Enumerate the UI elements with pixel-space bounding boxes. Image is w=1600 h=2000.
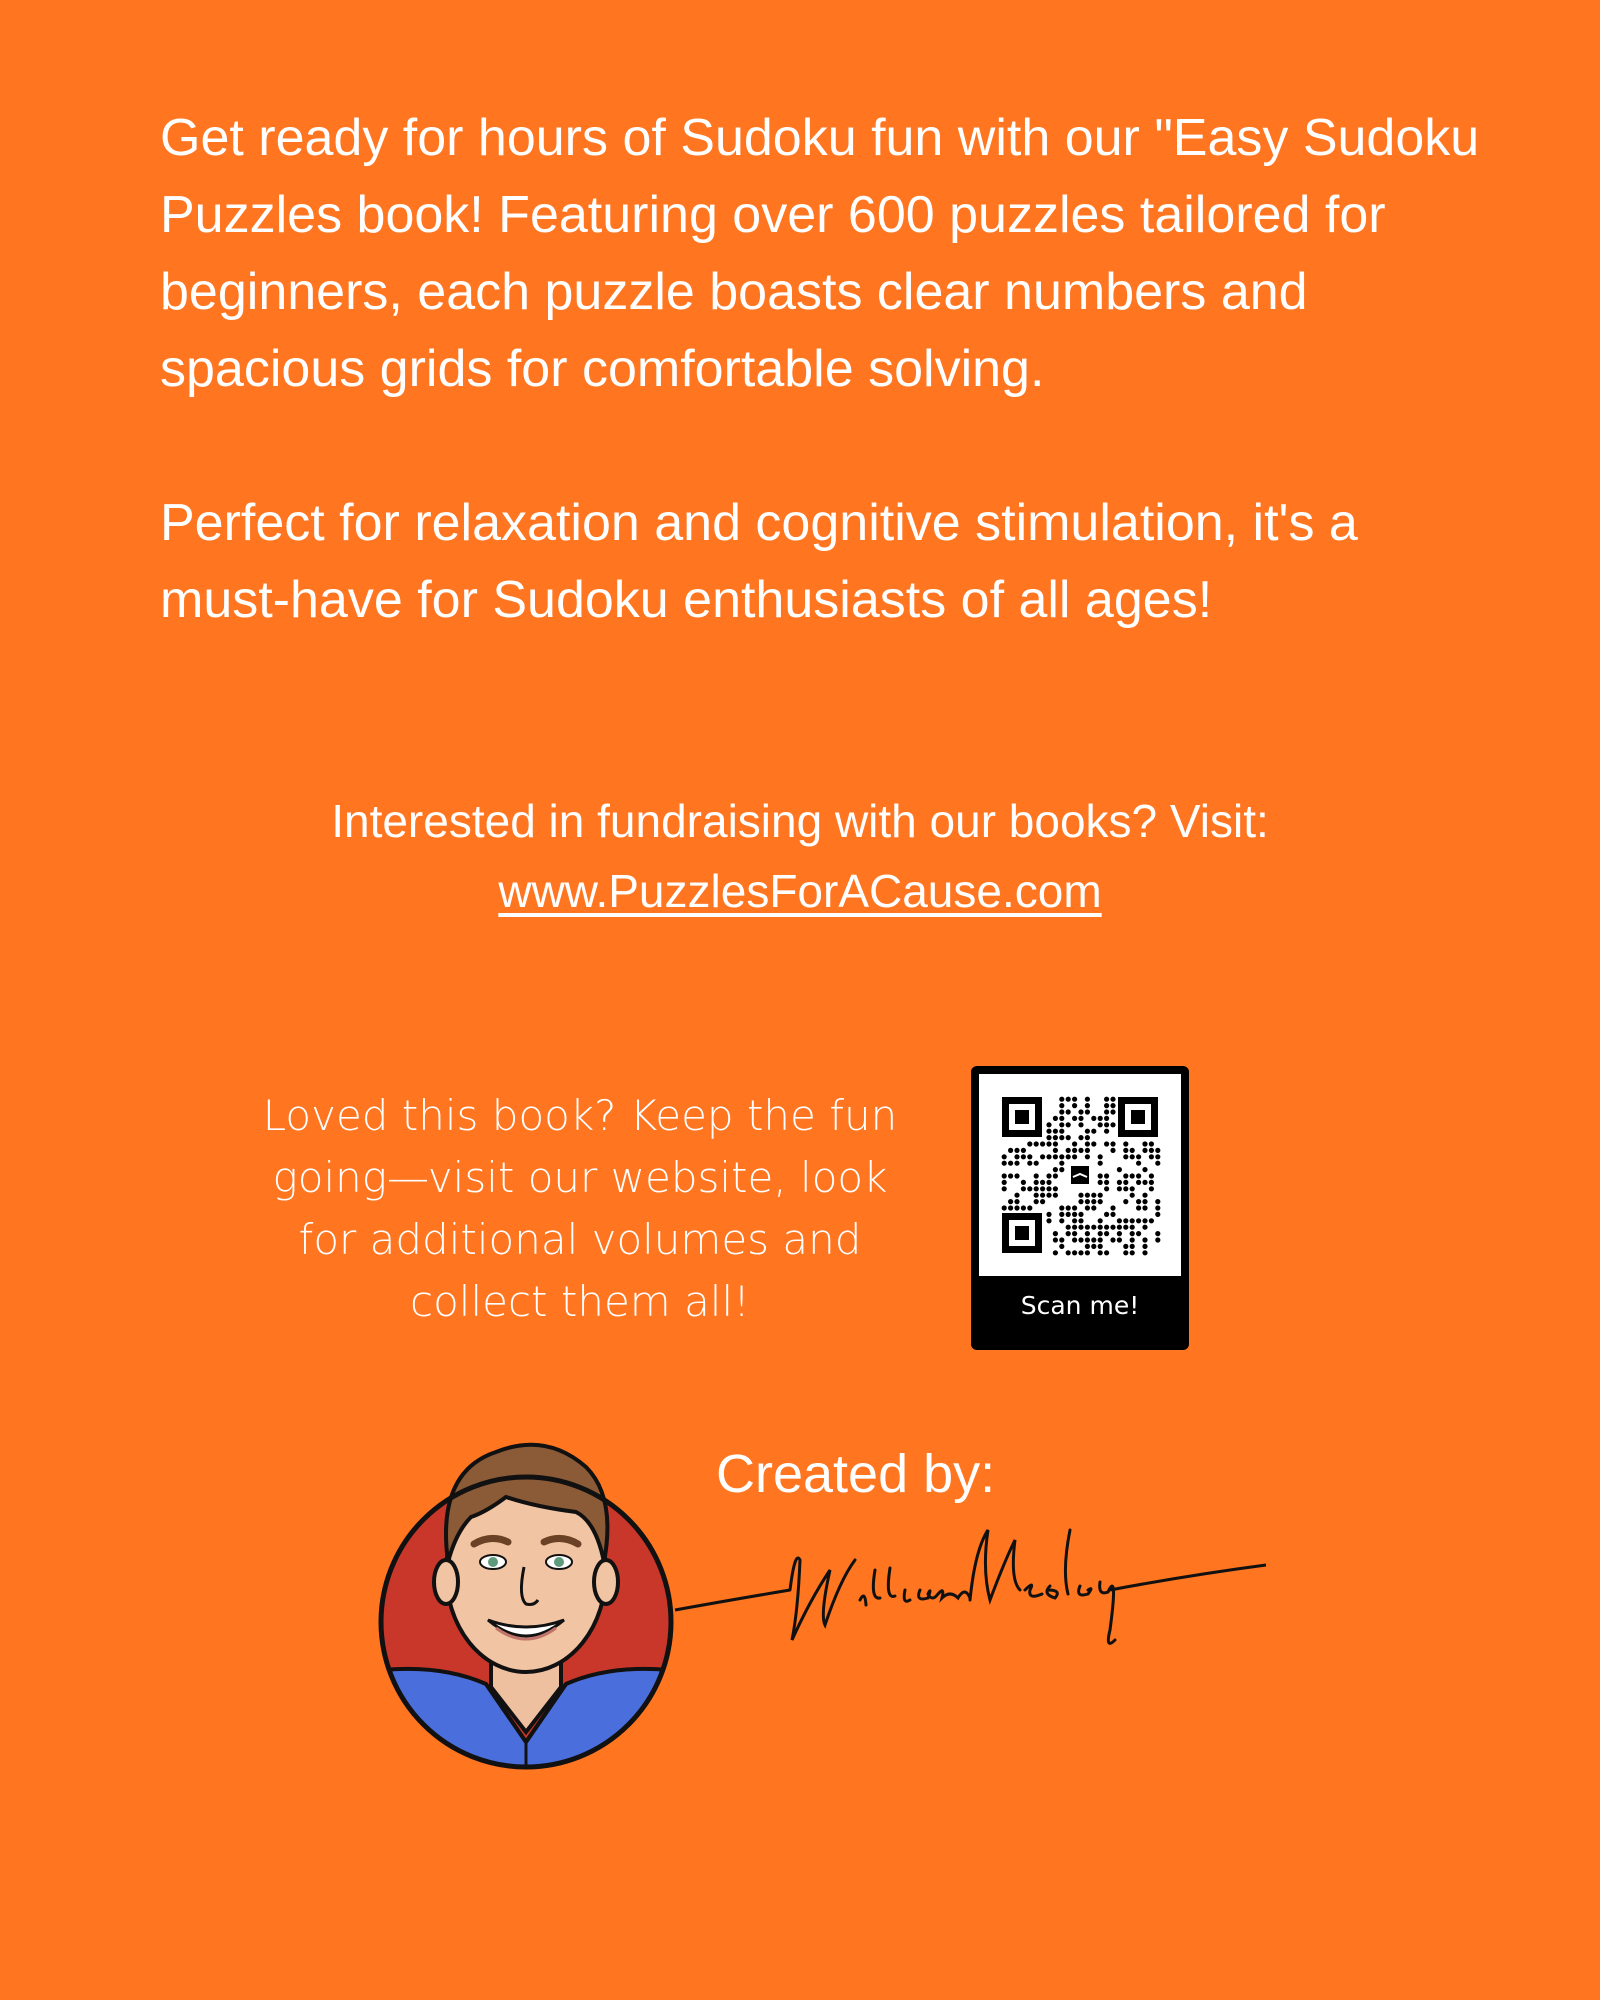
fundraising-section — [0, 786, 1600, 926]
fundraising-text: Interested in fundraising with our books? Visit: — [331, 795, 1269, 847]
book-logo-icon — [1067, 1162, 1093, 1188]
author-avatar — [376, 1412, 676, 1782]
author-signature — [670, 1490, 1270, 1690]
website-link[interactable]: www.PuzzlesForACause.com — [498, 865, 1102, 917]
description-paragraph-1: Get ready for hours of Sudoku fun with our "Easy Sudoku Puzzles book! Featuring over 600 puzzles tailored for beginners, each puzzle boasts clear numbers and spacious grids for comfortable solving. — [160, 109, 1480, 398]
promo-text: Loved this book? Keep the fun going—visit our website, look for additional volumes and collect them all! — [262, 1091, 898, 1326]
scan-me-label: Scan me! — [1020, 1291, 1140, 1320]
description-paragraph-2: Perfect for relaxation and cognitive stimulation, it's a must-have for Sudoku enthusiasts of all ages! — [160, 494, 1358, 629]
qr-code — [979, 1074, 1181, 1276]
book-description — [160, 100, 1480, 639]
qr-code-card[interactable] — [971, 1066, 1189, 1350]
created-by-label: Created by: — [716, 1444, 996, 1504]
